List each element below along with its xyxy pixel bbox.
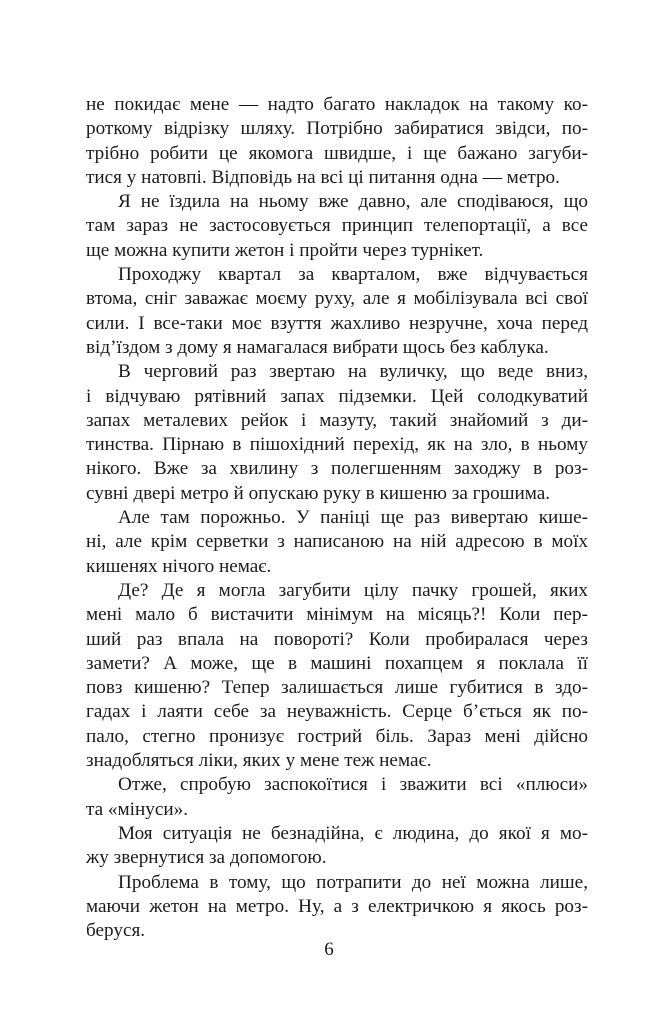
page-number: 6: [324, 939, 334, 960]
text-line: сили. І все-таки моє взуття жахливо незручне, хоча перед: [86, 312, 588, 334]
paragraph-first-line: В черговий раз звертаю на вуличку, що веде вниз,: [118, 361, 588, 383]
text-line: від’їздом з дому я намагалася вибрати щось без каблука.: [86, 336, 549, 358]
text-line: ший раз впала на повороті? Коли пробиралася через: [86, 628, 588, 650]
text-line: сувні двері метро й опускаю руку в кишеню за грошима.: [86, 482, 551, 504]
text-line: трібно робити це якомога швидше, і ще бажано загуби-: [86, 142, 588, 164]
paragraph-first-line: Моя ситуація не безнадійна, є людина, до якої я мо-: [118, 822, 588, 844]
text-line: і відчуваю рятівний запах підземки. Цей солодкуватий: [86, 385, 588, 407]
text-line: втома, сніг заважає моєму руху, але я мобілізувала всі свої: [86, 288, 588, 310]
text-line: замети? А може, ще в машині похапцем я поклала її: [86, 652, 588, 674]
text-line: маючи жетон на метро. Ну, а з електричкою я якось роз-: [86, 895, 588, 917]
paragraph-first-line: Проходжу квартал за кварталом, вже відчувається: [118, 264, 588, 286]
paragraph-first-line: Проблема в тому, що потрапити до неї можна лише,: [118, 871, 588, 893]
text-line: нікого. Вже за хвилину з полегшенням заходжу в роз-: [86, 458, 588, 480]
text-line: запах металевих рейок і мазуту, такий знайомий з ди-: [86, 409, 588, 431]
text-line: мені мало б вистачити мінімум на місяць?! Коли пер-: [86, 604, 588, 626]
text-line: повз кишеню? Тепер залишається лише губитися в здо-: [86, 677, 588, 699]
text-line: ще можна купити жетон і пройти через турнікет.: [86, 239, 484, 261]
paragraph-first-line: Де? Де я могла загубити цілу пачку грошей, яких: [118, 579, 588, 601]
text-line: тися у натовпі. Відповідь на всі ці питання одна — метро.: [86, 166, 560, 188]
text-line: беруся.: [86, 920, 146, 942]
text-line: пало, стегно пронизує гострий біль. Зараз мені дійсно: [86, 725, 588, 747]
text-line: жу звернутися за допомогою.: [86, 847, 327, 869]
text-line: там зараз не застосовується принцип телепортації, а все: [86, 215, 588, 237]
body-text: [86, 93, 588, 943]
text-line: ні, але крім серветки з написаною на ній адресою в моїх: [86, 531, 588, 553]
text-line: тинства. Пірнаю в пішохідний перехід, як на зло, в ньому: [86, 434, 588, 456]
text-line: кишенях нічого немає.: [86, 555, 272, 577]
text-line: знадобляться ліки, яких у мене теж немає.: [86, 750, 432, 772]
text-line: та «мінуси».: [86, 798, 189, 820]
paragraph-first-line: Але там порожньо. У паніці ще раз вивертаю кише-: [118, 507, 588, 529]
text-line: не покидає мене — надто багато накладок на такому ко-: [86, 94, 588, 115]
paragraph-first-line: Отже, спробую заспокоїтися і зважити всі «плюси»: [118, 774, 588, 796]
text-line: гадах і лаяти себе за неуважність. Серце б’ється як по-: [86, 701, 588, 723]
text-line: роткому відрізку шляху. Потрібно забиратися звідси, по-: [86, 118, 588, 140]
paragraph-first-line: Я не їздила на ньому вже давно, але сподіваюся, що: [118, 191, 588, 213]
